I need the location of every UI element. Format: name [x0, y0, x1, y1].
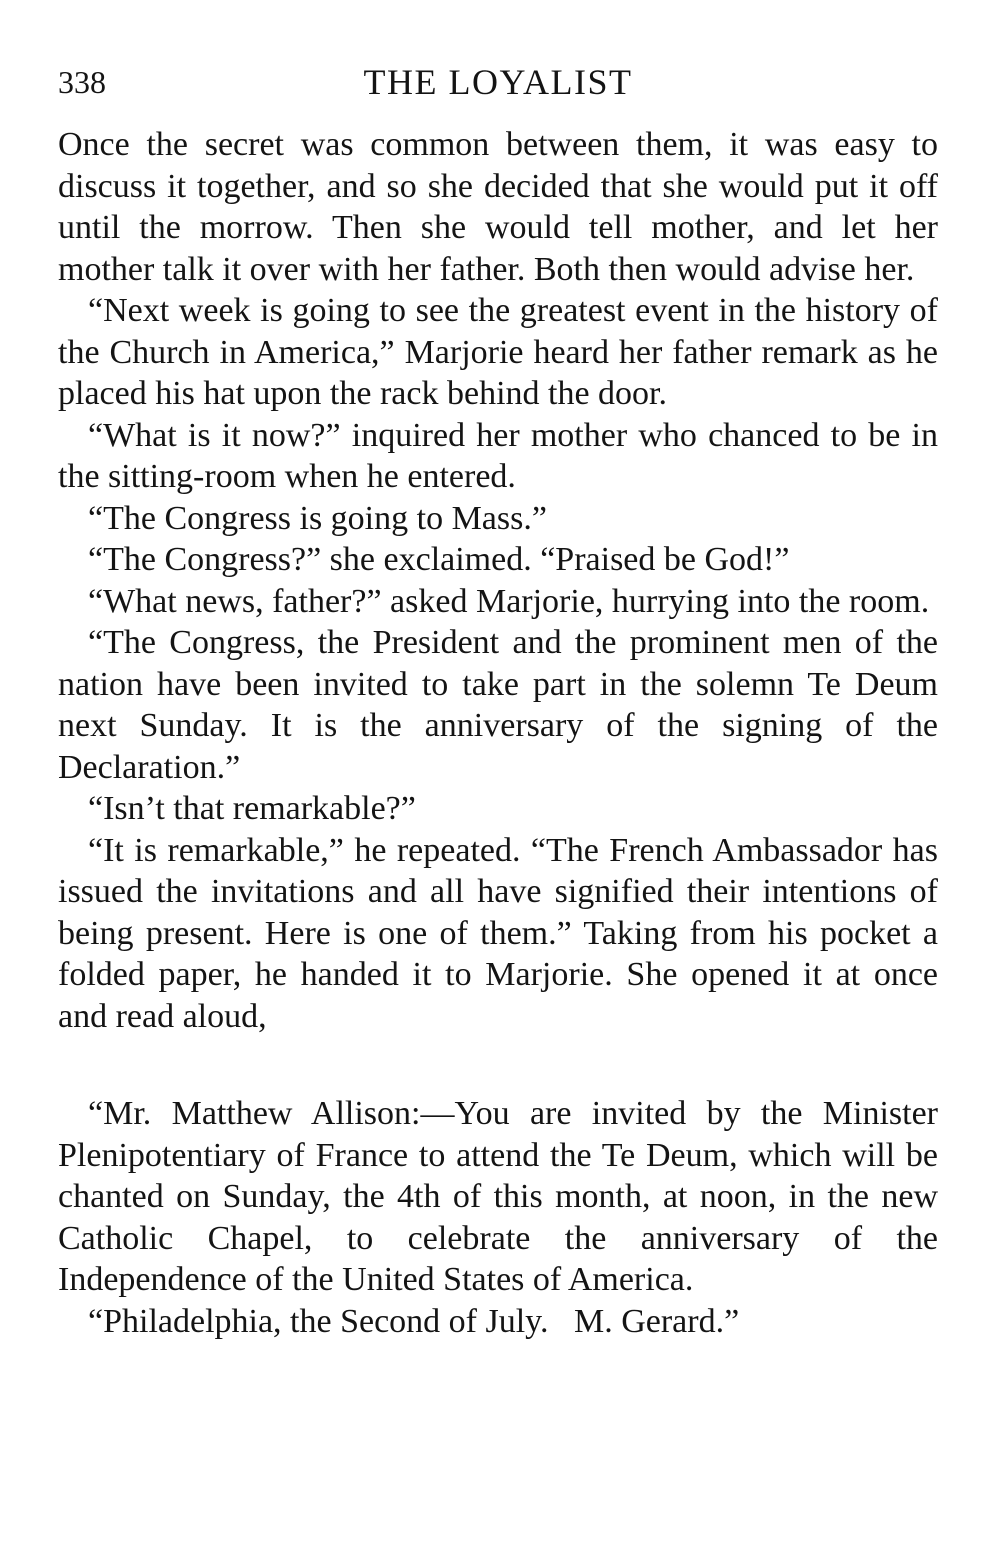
paragraph: “The Congress?” she exclaimed. “Praised be God!”: [88, 541, 790, 578]
paragraph: “The Congress is going to Mass.”: [88, 499, 547, 537]
paragraph: “The Congress, the President and the prominent men of the nation have been invited to take part in the solemn Te Deum next Sunday. It is the anniversary of the signing of the Declaration.”: [58, 624, 938, 786]
invitation-text: “Mr. Matthew Allison:—You are invited by the Minister Plenipotentiary of France to attend the Te Deum, which will be chanted on Sunday, the 4th of this month, at noon, in the new Catholic Chapel, to celebrate the anniversary of the Independence of the United States of America.: [58, 1095, 938, 1298]
page-header: [58, 52, 938, 112]
paragraph: Once the secret was common between them, it was easy to discuss it together, and so she decided that she would put it off until the morrow. Then she would tell mother, and let her mother talk it over with her father. Both then would advise her.: [58, 126, 938, 288]
paragraph: “It is remarkable,” he repeated. “The French Ambassador has issued the invitations and all have signified their intentions of being present. Here is one of them.” Taking from his pocket a folded paper, he handed it to Marjorie. She opened it at once and read aloud,: [58, 831, 938, 1035]
paragraph: “Next week is going to see the greatest event in the history of the Church in America,” Marjorie heard her father remark as he placed his hat upon the rack behind the door.: [58, 292, 938, 412]
book-page: [58, 52, 938, 1342]
paragraph: “Isn’t that remarkable?”: [88, 790, 416, 827]
body-text: [58, 124, 938, 1342]
running-title: THE LOYALIST: [363, 62, 633, 102]
section-gap: [58, 1037, 938, 1093]
invitation-signature: “Philadelphia, the Second of July. M. Gerard.”: [88, 1302, 740, 1340]
paragraph: “What is it now?” inquired her mother who chanced to be in the sitting-room when he entered.: [58, 416, 938, 495]
paragraph: “What news, father?” asked Marjorie, hurrying into the room.: [88, 582, 930, 620]
page-number: 338: [58, 64, 106, 100]
